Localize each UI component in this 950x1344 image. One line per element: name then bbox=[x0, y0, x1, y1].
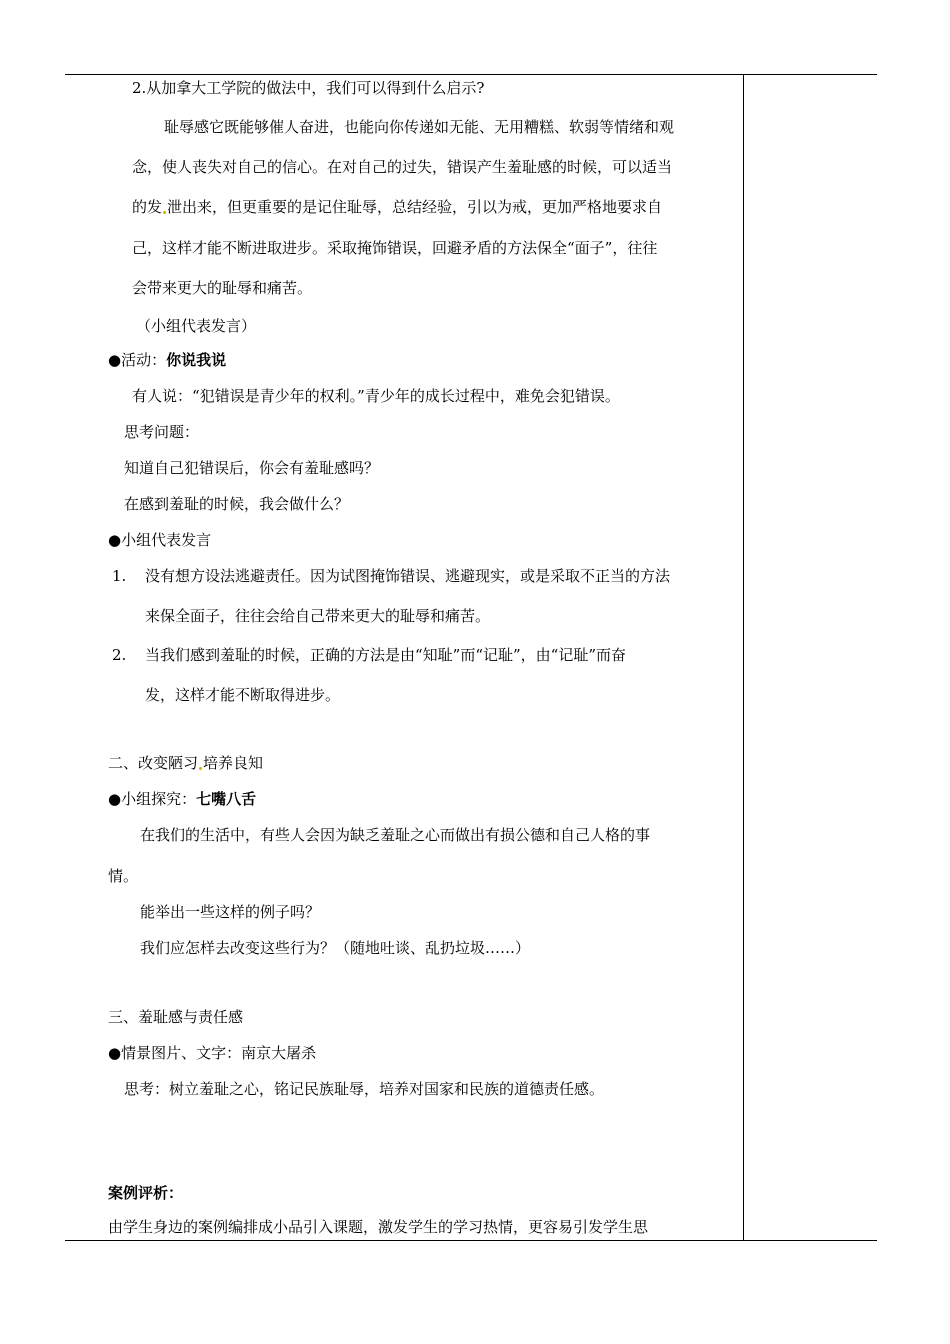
highlight-dot-icon bbox=[163, 211, 166, 214]
list-item-line: 没有想方设法逃避责任。因为试图掩饰错误、逃避现实，或是采取不正当的方法 bbox=[145, 567, 671, 585]
activity-quote: 有人说：“犯错误是青少年的权利。”青少年的成长过程中，难免会犯错误。 bbox=[132, 387, 620, 405]
case-title: 案例评析： bbox=[108, 1184, 184, 1202]
heading-fragment: 二、改变陋习 bbox=[108, 754, 199, 772]
paragraph-fragment: 的发 bbox=[132, 198, 163, 216]
think-question: 知道自己犯错误后，你会有羞耻感吗？ bbox=[124, 459, 380, 477]
section-3-heading: 三、羞耻感与责任感 bbox=[108, 1008, 244, 1026]
group-note: （小组代表发言） bbox=[136, 317, 257, 335]
paragraph-line-split bbox=[132, 197, 662, 217]
explore-prefix: ●小组探究： bbox=[108, 790, 197, 808]
activity-prefix: ●活动： bbox=[108, 351, 167, 369]
explore-heading bbox=[108, 789, 256, 809]
table-column-divider bbox=[743, 74, 744, 1241]
heading-fragment: 培养良知 bbox=[203, 754, 264, 772]
group-heading: ●小组代表发言 bbox=[108, 531, 212, 549]
paragraph-line: 耻辱感它既能够催人奋进，也能向你传递如无能、无用糟糕、软弱等情绪和观 bbox=[164, 118, 675, 136]
activity-heading bbox=[108, 350, 226, 370]
paragraph-line: 会带来更大的耻辱和痛苦。 bbox=[132, 279, 313, 297]
explore-title: 七嘴八舌 bbox=[196, 790, 257, 808]
paragraph-fragment: 泄出来，但更重要的是记住耻辱，总结经验，引以为戒，更加严格地要求自 bbox=[167, 198, 663, 216]
paragraph-line: 念，使人丧失对自己的信心。在对自己的过失，错误产生羞耻感的时候，可以适当 bbox=[132, 158, 673, 176]
list-number: 1. bbox=[112, 567, 127, 585]
table-top-border bbox=[65, 74, 877, 75]
paragraph-line: 情。 bbox=[108, 867, 139, 885]
list-item-line: 发，这样才能不断取得进步。 bbox=[145, 686, 341, 704]
list-number: 2. bbox=[112, 646, 127, 664]
case-text: 由学生身边的案例编排成小品引入课题，激发学生的学习热情，更容易引发学生思 bbox=[108, 1218, 649, 1236]
think-question: 在感到羞耻的时候，我会做什么？ bbox=[124, 495, 350, 513]
list-item-line: 来保全面子，往往会给自己带来更大的耻辱和痛苦。 bbox=[145, 607, 491, 625]
think-line: 思考：树立羞耻之心，铭记民族耻辱，培养对国家和民族的道德责任感。 bbox=[124, 1080, 605, 1098]
table-bottom-border bbox=[65, 1240, 877, 1241]
paragraph-line: 在我们的生活中，有些人会因为缺乏羞耻之心而做出有损公德和自己人格的事 bbox=[140, 826, 651, 844]
explore-question: 我们应怎样去改变这些行为？（随地吐谈、乱扔垃圾……） bbox=[140, 939, 531, 957]
list-item-line: 当我们感到羞耻的时候，正确的方法是由“知耻”而“记耻”，由“记耻”而奋 bbox=[145, 646, 627, 664]
explore-question: 能举出一些这样的例子吗？ bbox=[140, 903, 321, 921]
highlight-dot-icon bbox=[199, 767, 202, 770]
section-2-heading bbox=[108, 753, 263, 773]
scene-line: ●情景图片、文字：南京大屠杀 bbox=[108, 1044, 317, 1062]
paragraph-line: 己，这样才能不断进取进步。采取掩饰错误，回避矛盾的方法保全“面子”，往往 bbox=[132, 239, 658, 257]
question-2: 2.从加拿大工学院的做法中，我们可以得到什么启示? bbox=[132, 79, 485, 97]
activity-title: 你说我说 bbox=[166, 351, 227, 369]
think-label: 思考问题： bbox=[124, 423, 200, 441]
